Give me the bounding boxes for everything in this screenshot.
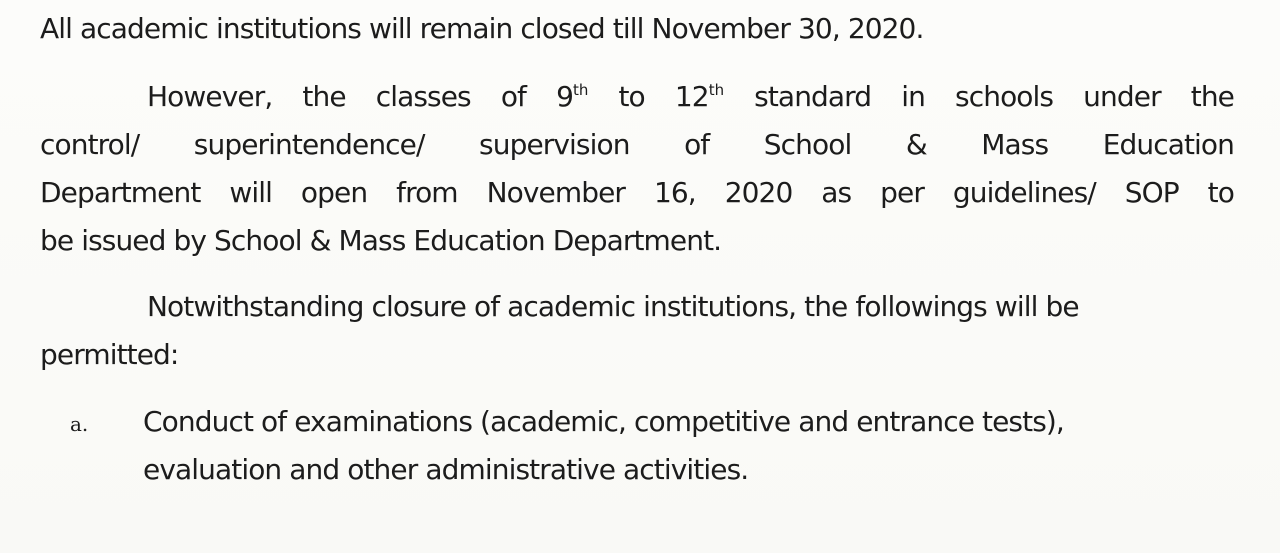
superscript-th: th <box>708 81 725 99</box>
superscript-th: th <box>573 81 589 99</box>
list-item-a-line-2: evaluation and other administrative activities. <box>143 453 749 486</box>
closure-statement: All academic institutions will remain closed till November 30, 2020. <box>40 12 924 45</box>
paragraph-3-line-1: Notwithstanding closure of academic institutions, the followings will be <box>147 290 1079 323</box>
paragraph-2-line-4: be issued by School & Mass Education Department. <box>40 224 722 257</box>
paragraph-2-line-2: control/ superintendence/ supervision of School & Mass Education <box>40 128 1234 161</box>
list-item-a-line-1: Conduct of examinations (academic, competitive and entrance tests), <box>143 405 1064 438</box>
paragraph-2-line-3: Department will open from November 16, 2020 as per guidelines/ SOP to <box>40 176 1234 209</box>
paragraph-3-line-2: permitted: <box>40 338 179 371</box>
paragraph-2-line-1 <box>147 80 1234 114</box>
para-2-text-a: However, the classes of 9 <box>147 80 574 113</box>
para-2-text-b: to 12 <box>588 80 709 113</box>
para-2-text-c: standard in schools under the <box>724 80 1235 113</box>
list-item-label: a. <box>70 412 89 436</box>
